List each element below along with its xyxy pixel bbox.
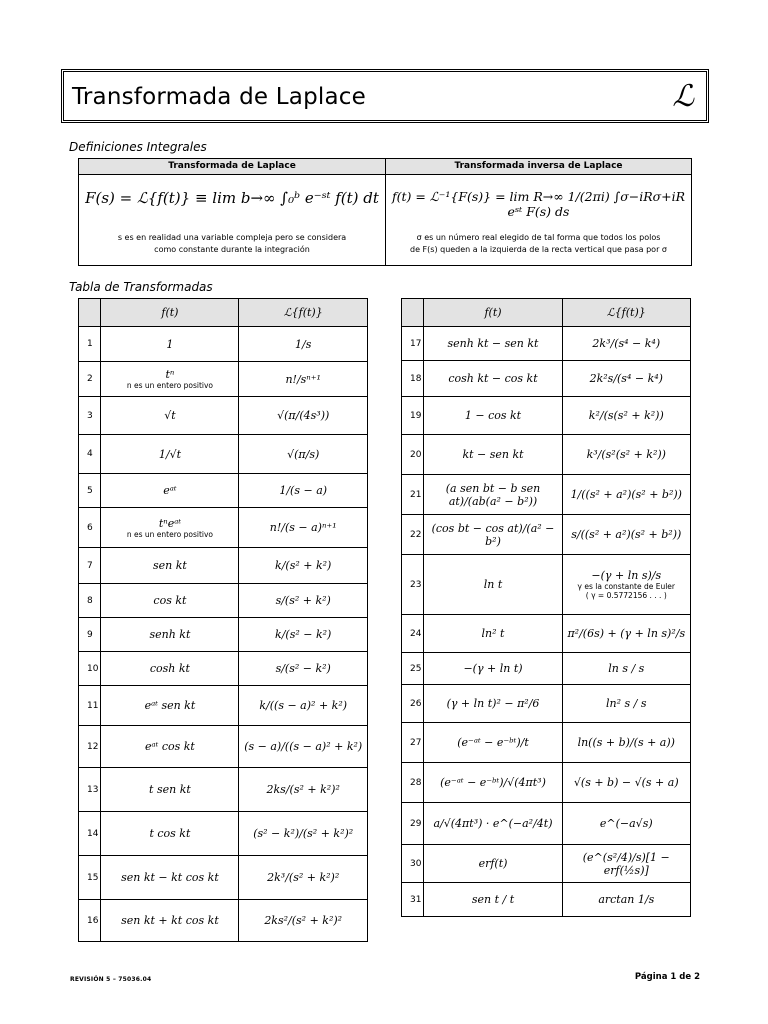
row-number: 2 bbox=[79, 362, 101, 397]
transform-expression: (s − a)/((s − a)² + k²) bbox=[244, 740, 363, 753]
laplace-symbol: ℒ bbox=[672, 79, 694, 114]
transform-expression: k²/(s(s² + k²)) bbox=[588, 409, 664, 422]
transforms-table-right bbox=[401, 298, 691, 917]
transform-expression: arctan 1/s bbox=[598, 893, 655, 906]
function-cell bbox=[101, 652, 239, 686]
function-cell bbox=[101, 327, 239, 362]
transform-cell bbox=[239, 900, 368, 942]
transform-expression: 1/((s² + a²)(s² + b²)) bbox=[570, 488, 682, 501]
transform-cell bbox=[239, 768, 368, 812]
transform-expression: (s² − k²)/(s² + k²)² bbox=[253, 827, 354, 840]
row-number: 17 bbox=[402, 327, 424, 361]
function-cell bbox=[424, 435, 562, 475]
table-row bbox=[79, 618, 368, 652]
table-row bbox=[79, 435, 368, 474]
row-number: 16 bbox=[79, 900, 101, 942]
row-number: 13 bbox=[79, 768, 101, 812]
transform-expression: n!/(s − a)ⁿ⁺¹ bbox=[269, 521, 337, 534]
transform-expression: 1/(s − a) bbox=[279, 484, 328, 497]
table-row bbox=[402, 685, 691, 723]
table-row bbox=[79, 474, 368, 508]
function-cell bbox=[424, 397, 562, 435]
transform-cell bbox=[239, 584, 368, 618]
function-expression: (cos bt − cos at)/(a² − b²) bbox=[431, 521, 555, 548]
transforms-table-left bbox=[78, 298, 368, 942]
laplace-definition-formula: F(s) = ℒ{f(t)} ≡ lim b→∞ ∫₀ᵇ e⁻ˢᵗ f(t) dt bbox=[85, 189, 379, 207]
function-cell bbox=[101, 900, 239, 942]
table-header-number bbox=[402, 299, 424, 327]
transform-cell bbox=[562, 555, 690, 615]
function-cell bbox=[101, 474, 239, 508]
row-number: 27 bbox=[402, 723, 424, 763]
function-cell bbox=[101, 508, 239, 548]
transform-expression: 2ks/(s² + k²)² bbox=[266, 783, 340, 796]
transform-expression: ln s / s bbox=[608, 662, 645, 675]
row-number: 5 bbox=[79, 474, 101, 508]
table-header-number bbox=[79, 299, 101, 327]
table-row bbox=[79, 900, 368, 942]
row-number: 19 bbox=[402, 397, 424, 435]
transform-cell bbox=[239, 327, 368, 362]
function-expression: cos kt bbox=[153, 594, 187, 607]
function-expression: sen kt − kt cos kt bbox=[121, 871, 219, 884]
function-expression: ln² t bbox=[481, 627, 505, 640]
function-cell bbox=[101, 686, 239, 726]
table-row bbox=[402, 763, 691, 803]
row-number: 28 bbox=[402, 763, 424, 803]
function-cell bbox=[424, 361, 562, 397]
transform-note: γ es la constante de Euler bbox=[577, 582, 675, 591]
row-number: 6 bbox=[79, 508, 101, 548]
table-header-f: f(t) bbox=[101, 299, 239, 327]
row-number: 10 bbox=[79, 652, 101, 686]
transform-cell bbox=[239, 726, 368, 768]
row-number: 11 bbox=[79, 686, 101, 726]
function-cell bbox=[101, 362, 239, 397]
row-number: 21 bbox=[402, 475, 424, 515]
table-row bbox=[402, 653, 691, 685]
transform-expression: 2k³/(s² + k²)² bbox=[267, 871, 340, 884]
function-cell bbox=[101, 397, 239, 435]
function-expression: eᵃᵗ cos kt bbox=[144, 740, 195, 753]
row-number: 24 bbox=[402, 615, 424, 653]
function-note: n es un entero positivo bbox=[126, 381, 213, 390]
transform-expression: 1/s bbox=[295, 337, 312, 351]
transform-cell bbox=[562, 361, 690, 397]
note-line: s es en realidad una variable compleja pero se considera bbox=[117, 233, 347, 242]
row-number: 4 bbox=[79, 435, 101, 474]
function-cell bbox=[424, 845, 562, 883]
transform-cell bbox=[239, 362, 368, 397]
table-row bbox=[402, 397, 691, 435]
transform-cell bbox=[239, 397, 368, 435]
row-number: 1 bbox=[79, 327, 101, 362]
transform-cell bbox=[562, 763, 690, 803]
row-number: 20 bbox=[402, 435, 424, 475]
transform-expression: k/((s − a)² + k²) bbox=[259, 699, 348, 712]
transform-expression: (e^(s²/4)/s)[1 − erf(½s)] bbox=[582, 850, 670, 877]
transform-cell bbox=[562, 327, 690, 361]
table-row bbox=[402, 327, 691, 361]
table-row bbox=[79, 397, 368, 435]
function-expression: sen t / t bbox=[471, 893, 515, 906]
function-cell bbox=[101, 726, 239, 768]
transform-cell bbox=[562, 653, 690, 685]
function-expression: erf(t) bbox=[478, 857, 508, 870]
row-number: 3 bbox=[79, 397, 101, 435]
transform-cell bbox=[239, 508, 368, 548]
transform-expression: s/(s² + k²) bbox=[275, 594, 331, 607]
note-line: σ es un número real elegido de tal forma que todos los polos bbox=[416, 233, 661, 242]
transform-expression: 2ks²/(s² + k²)² bbox=[264, 914, 343, 927]
transform-expression: ln((s + b)/(s + a)) bbox=[577, 736, 675, 749]
laplace-definition-note bbox=[79, 232, 385, 256]
function-expression: t cos kt bbox=[149, 827, 191, 840]
transform-cell bbox=[239, 686, 368, 726]
transform-expression: k/(s² + k²) bbox=[275, 559, 332, 572]
function-cell bbox=[424, 615, 562, 653]
function-expression: (e⁻ᵃᵗ − e⁻ᵇᵗ)/t bbox=[457, 736, 529, 749]
row-number: 22 bbox=[402, 515, 424, 555]
function-expression: −(γ + ln t) bbox=[463, 662, 523, 675]
transform-expression: 2k³/(s⁴ − k⁴) bbox=[592, 337, 661, 350]
transform-expression: 2k²s/(s⁴ − k⁴) bbox=[589, 372, 663, 385]
function-expression: sen kt bbox=[153, 559, 187, 572]
table-row bbox=[79, 812, 368, 856]
table-row bbox=[402, 555, 691, 615]
row-number: 29 bbox=[402, 803, 424, 845]
transform-cell bbox=[562, 803, 690, 845]
function-cell bbox=[424, 327, 562, 361]
function-expression: t sen kt bbox=[149, 783, 191, 796]
function-cell bbox=[101, 548, 239, 584]
transform-cell bbox=[562, 615, 690, 653]
transform-expression: s/((s² + a²)(s² + b²)) bbox=[571, 528, 682, 541]
title-box bbox=[61, 69, 709, 123]
transform-cell bbox=[562, 723, 690, 763]
transform-expression: k/(s² − k²) bbox=[275, 628, 332, 641]
section-table-heading: Tabla de Transformadas bbox=[69, 280, 213, 294]
table-row bbox=[79, 548, 368, 584]
footer-revision: REVISIÓN 5 – 75036.04 bbox=[70, 976, 152, 983]
table-row bbox=[79, 768, 368, 812]
function-cell bbox=[424, 555, 562, 615]
function-expression: senh kt bbox=[149, 628, 191, 641]
table-row bbox=[402, 803, 691, 845]
row-number: 7 bbox=[79, 548, 101, 584]
function-cell bbox=[424, 763, 562, 803]
definitions-table bbox=[78, 158, 692, 266]
table-row bbox=[79, 726, 368, 768]
table-row bbox=[79, 362, 368, 397]
transform-cell bbox=[239, 474, 368, 508]
row-number: 14 bbox=[79, 812, 101, 856]
function-expression: (γ + ln t)² − π²/6 bbox=[446, 697, 540, 710]
table-header-transform: ℒ{f(t)} bbox=[239, 299, 368, 327]
transform-cell bbox=[239, 548, 368, 584]
function-expression: kt − sen kt bbox=[462, 448, 524, 461]
inverse-laplace-note bbox=[386, 232, 691, 256]
transform-expression: √(π/(4s³)) bbox=[277, 409, 330, 422]
function-cell bbox=[101, 618, 239, 652]
transform-expression: ln² s / s bbox=[606, 697, 647, 710]
function-expression: (e⁻ᵃᵗ − e⁻ᵇᵗ)/√(4πt³) bbox=[440, 776, 546, 789]
transform-cell bbox=[239, 652, 368, 686]
function-cell bbox=[101, 856, 239, 900]
definitions-header-left: Transformada de Laplace bbox=[79, 159, 385, 175]
transform-expression: n!/sⁿ⁺¹ bbox=[285, 372, 321, 386]
footer-page-number: Página 1 de 2 bbox=[634, 972, 700, 982]
transform-cell bbox=[562, 435, 690, 475]
function-cell bbox=[424, 515, 562, 555]
function-cell bbox=[424, 653, 562, 685]
function-expression: 1 − cos kt bbox=[464, 409, 522, 422]
transform-cell bbox=[239, 812, 368, 856]
function-expression: 1/√t bbox=[158, 447, 181, 461]
table-row bbox=[79, 652, 368, 686]
row-number: 31 bbox=[402, 883, 424, 917]
row-number: 18 bbox=[402, 361, 424, 397]
function-expression: senh kt − sen kt bbox=[447, 337, 539, 350]
table-row bbox=[402, 883, 691, 917]
transform-cell bbox=[562, 475, 690, 515]
function-cell bbox=[424, 803, 562, 845]
section-definitions-heading: Definiciones Integrales bbox=[69, 140, 207, 154]
page-title: Transformada de Laplace bbox=[72, 84, 366, 110]
function-expression: 1 bbox=[166, 337, 174, 351]
function-expression: cosh kt − cos kt bbox=[448, 372, 538, 385]
function-cell bbox=[101, 812, 239, 856]
function-cell bbox=[101, 584, 239, 618]
function-expression: a/√(4πt³) · e^(−a²/4t) bbox=[433, 817, 553, 830]
row-number: 25 bbox=[402, 653, 424, 685]
row-number: 8 bbox=[79, 584, 101, 618]
transform-expression: k³/(s²(s² + k²)) bbox=[586, 448, 666, 461]
function-expression: sen kt + kt cos kt bbox=[121, 914, 219, 927]
table-row bbox=[79, 508, 368, 548]
table-header-transform: ℒ{f(t)} bbox=[562, 299, 690, 327]
transform-expression: −(γ + ln s)/s bbox=[591, 569, 662, 582]
table-row bbox=[402, 615, 691, 653]
note-line: de F(s) queden a la izquierda de la recta vertical que pasa por σ bbox=[410, 245, 667, 254]
row-number: 15 bbox=[79, 856, 101, 900]
table-row bbox=[79, 584, 368, 618]
function-note: n es un entero positivo bbox=[126, 529, 213, 539]
function-expression: √t bbox=[164, 409, 176, 422]
transform-expression: √(s + b) − √(s + a) bbox=[573, 776, 679, 789]
table-row bbox=[402, 435, 691, 475]
transform-expression: √(π/s) bbox=[287, 447, 320, 461]
transform-expression: e^(−a√s) bbox=[599, 817, 653, 830]
row-number: 9 bbox=[79, 618, 101, 652]
transform-expression: s/(s² − k²) bbox=[275, 662, 331, 675]
table-row bbox=[79, 856, 368, 900]
table-row bbox=[402, 361, 691, 397]
function-expression: eᵃᵗ bbox=[163, 484, 177, 497]
function-expression: tⁿeᵃᵗ bbox=[158, 516, 182, 530]
table-row bbox=[402, 515, 691, 555]
function-expression: (a sen bt − b sen at)/(ab(a² − b²)) bbox=[445, 481, 541, 508]
transform-cell bbox=[562, 515, 690, 555]
table-row bbox=[79, 686, 368, 726]
row-number: 12 bbox=[79, 726, 101, 768]
function-expression: tⁿ bbox=[165, 368, 175, 381]
transform-cell bbox=[239, 435, 368, 474]
row-number: 30 bbox=[402, 845, 424, 883]
function-cell bbox=[424, 883, 562, 917]
inverse-laplace-formula: f(t) = ℒ⁻¹{F(s)} = lim R→∞ 1/(2πi) ∫σ−iRσ+iR eˢᵗ F(s) ds bbox=[391, 189, 686, 219]
function-expression: cosh kt bbox=[149, 662, 190, 675]
table-header-f: f(t) bbox=[424, 299, 562, 327]
table-row bbox=[402, 723, 691, 763]
transform-cell bbox=[562, 883, 690, 917]
row-number: 23 bbox=[402, 555, 424, 615]
transform-cell bbox=[562, 845, 690, 883]
row-number: 26 bbox=[402, 685, 424, 723]
function-cell bbox=[101, 768, 239, 812]
transform-cell bbox=[562, 685, 690, 723]
function-expression: eᵃᵗ sen kt bbox=[144, 699, 196, 712]
transform-note: ( γ = 0.5772156 . . . ) bbox=[585, 591, 667, 600]
function-cell bbox=[424, 685, 562, 723]
transform-cell bbox=[239, 856, 368, 900]
transform-cell bbox=[562, 397, 690, 435]
function-expression: ln t bbox=[483, 578, 503, 591]
table-row bbox=[402, 845, 691, 883]
transform-cell bbox=[239, 618, 368, 652]
table-row bbox=[402, 475, 691, 515]
transform-expression: π²/(6s) + (γ + ln s)²/s bbox=[567, 627, 686, 640]
function-cell bbox=[424, 723, 562, 763]
function-cell bbox=[101, 435, 239, 474]
function-cell bbox=[424, 475, 562, 515]
note-line: como constante durante la integración bbox=[154, 245, 310, 254]
definitions-header-right: Transformada inversa de Laplace bbox=[386, 159, 691, 175]
table-row bbox=[79, 327, 368, 362]
